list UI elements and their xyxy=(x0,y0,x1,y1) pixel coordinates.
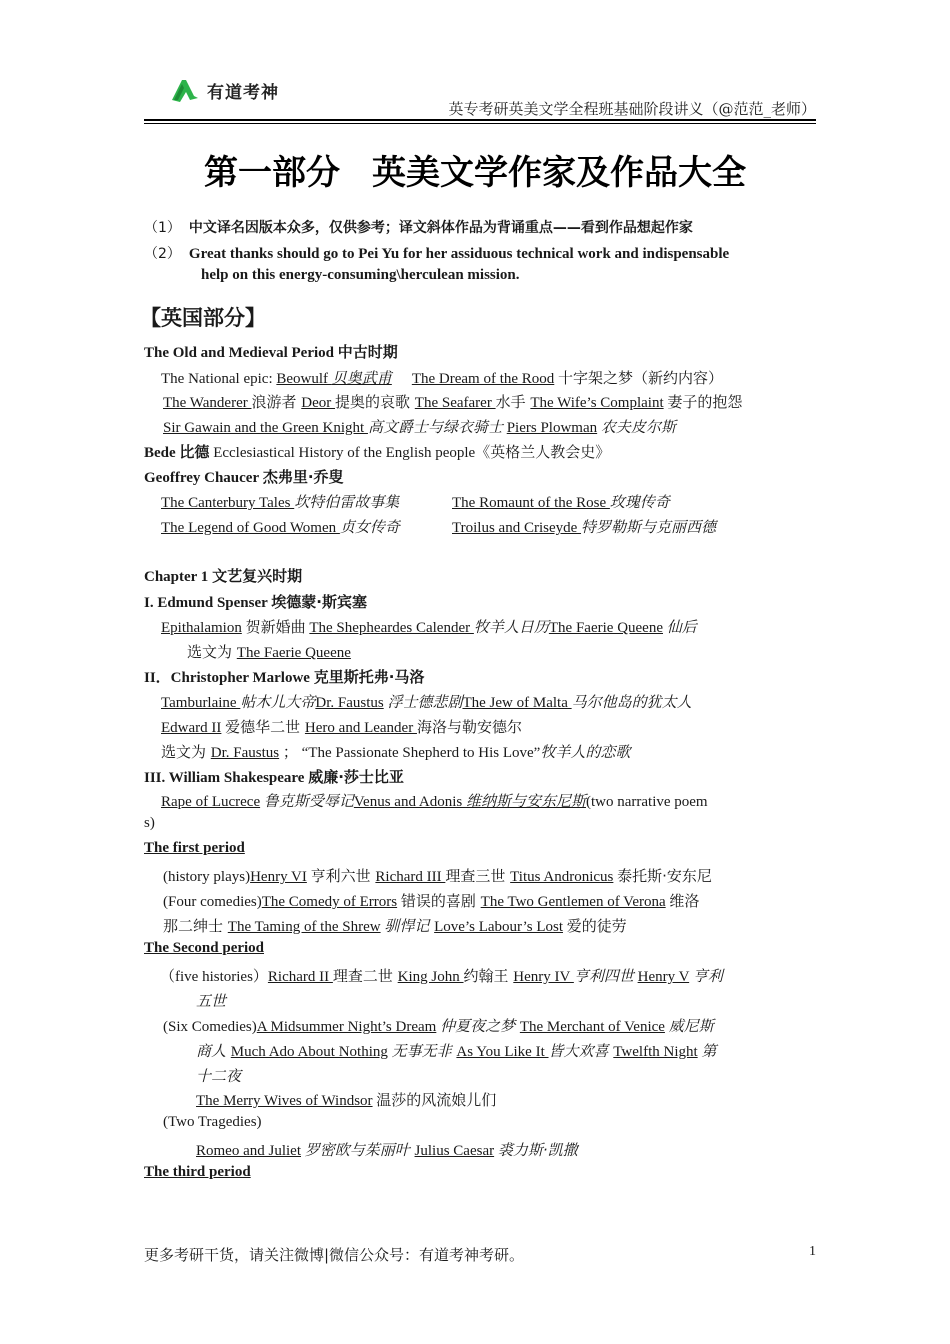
work-translation: 商人 xyxy=(196,1042,231,1060)
work-translation: 鲁克斯受辱记 xyxy=(263,792,354,810)
work-link[interactable]: Tamburlaine xyxy=(161,695,241,711)
work-link[interactable]: Rape of Lucrece xyxy=(161,794,261,810)
work-link[interactable]: The Two Gentlemen of Verona xyxy=(480,894,666,910)
entry-row xyxy=(161,741,630,762)
page-number: 1 xyxy=(809,1244,816,1259)
work-translation: 特罗勒斯与克丽西德 xyxy=(581,518,717,536)
work-translation: 贝奥武甫 xyxy=(331,369,392,387)
note-2 xyxy=(144,243,729,263)
work-translation: 妻子的抱怨 xyxy=(667,393,743,411)
label: (Four comedies) xyxy=(163,894,262,910)
work-translation: 理查二世 xyxy=(332,967,398,985)
page-header xyxy=(144,74,816,124)
entry-row-cont: s) xyxy=(144,815,155,831)
entry-row xyxy=(196,1089,496,1110)
work-link[interactable]: The Wanderer xyxy=(163,395,252,411)
work-translation: 维洛 xyxy=(669,892,700,910)
entry-row-cont: 五世 xyxy=(196,992,227,1010)
work-link[interactable]: Dr. Faustus xyxy=(210,745,280,761)
work-link[interactable]: Romeo and Juliet xyxy=(196,1143,301,1159)
work-translation: 裘力斯·凯撒 xyxy=(497,1141,578,1159)
note-2-cont: help on this energy-consuming\herculean mission. xyxy=(201,267,520,283)
work-link[interactable]: Love’s Labour’s Lost xyxy=(434,919,563,935)
work-translation: 驯悍记 xyxy=(384,917,435,935)
chapter-heading xyxy=(144,565,302,586)
note-text: 中文译名因版本众多，仅供参考；译文斜体作品为背诵重点——看到作品想起作家 xyxy=(188,220,693,236)
work-translation: 维纳斯与安东尼斯 xyxy=(465,792,586,810)
work-title: ； “The Passionate Shepherd to His Love” xyxy=(282,745,541,761)
title-part: 第一部分 xyxy=(204,153,340,193)
work-link[interactable]: Sir Gawain and the Green Knight xyxy=(163,420,368,436)
work-link[interactable]: Henry VI xyxy=(250,869,307,885)
entry-row xyxy=(163,416,676,437)
entry-row xyxy=(163,865,712,886)
work-link[interactable]: The Jew of Malta xyxy=(462,695,572,711)
work-link[interactable]: The Merry Wives of Windsor xyxy=(196,1093,373,1109)
logo xyxy=(168,76,279,104)
work-link[interactable]: Henry IV xyxy=(513,969,574,985)
work-title: Ecclesiastical History of the English people xyxy=(213,445,476,461)
work-translation: 罗密欧与茱丽叶 xyxy=(304,1141,415,1159)
work-translation: 错误的喜剧 xyxy=(400,892,481,910)
work-link[interactable]: Twelfth Night xyxy=(613,1044,698,1060)
work-translation: 牧羊人日历 xyxy=(473,618,549,636)
label: (history plays) xyxy=(163,869,251,885)
entry-row xyxy=(161,691,692,712)
entry-row xyxy=(452,491,670,512)
note: (two narrative poem xyxy=(585,794,708,810)
label: 选文为 xyxy=(187,643,237,661)
work-translation: 第 xyxy=(701,1042,717,1060)
work-link[interactable]: The Merchant of Venice xyxy=(519,1019,665,1035)
work-translation: 《英格兰人教会史》 xyxy=(475,443,611,461)
work-link[interactable]: The Canterbury Tales xyxy=(161,495,295,511)
work-link[interactable]: Much Ado About Nothing xyxy=(230,1044,388,1060)
heading-en: The Old and Medieval Period xyxy=(144,345,335,361)
entry-row xyxy=(196,1040,716,1061)
work-link[interactable]: The Legend of Good Women xyxy=(161,520,340,536)
work-translation: 帖木儿大帝 xyxy=(240,693,316,711)
work-translation: 浪游者 xyxy=(251,393,302,411)
entry-row xyxy=(161,616,697,637)
work-translation: 水手 xyxy=(495,393,531,411)
work-link[interactable]: Dr. Faustus xyxy=(315,695,384,711)
work-link[interactable]: Richard II xyxy=(267,969,333,985)
work-translation: 贺新婚曲 xyxy=(245,618,306,636)
author-marlowe xyxy=(144,666,424,687)
period-heading-medieval xyxy=(144,341,398,362)
work-link[interactable]: Richard III xyxy=(375,869,446,885)
author-name: II．Christopher Marlowe xyxy=(144,670,314,686)
work-link[interactable]: The Shepheardes Calender xyxy=(309,620,474,636)
label-two-tragedies: (Two Tragedies) xyxy=(163,1114,262,1130)
work-translation: 贞女传奇 xyxy=(339,518,400,536)
label: （five histories） xyxy=(160,969,268,985)
work-link[interactable]: Julius Caesar xyxy=(414,1143,495,1159)
label: The National epic: xyxy=(161,371,277,387)
work-link[interactable]: Troilus and Criseyde xyxy=(452,520,582,536)
author-name: I. Edmund Spenser xyxy=(144,595,272,611)
entry-row xyxy=(163,391,742,412)
work-translation: 仲夏夜之梦 xyxy=(440,1017,520,1035)
work-link[interactable]: As You Like It xyxy=(456,1044,549,1060)
work-translation: 无事无非 xyxy=(391,1042,457,1060)
work-link[interactable]: A Midsummer Night’s Dream xyxy=(256,1019,437,1035)
work-link[interactable]: The Faerie Queene xyxy=(236,645,351,661)
work-link[interactable]: Hero and Leander xyxy=(304,720,417,736)
work-translation: 理查三世 xyxy=(445,867,511,885)
work-translation: 亨利六世 xyxy=(310,867,376,885)
page-title xyxy=(0,145,950,194)
entry-row xyxy=(161,367,723,388)
label: 选文为 xyxy=(161,743,211,761)
work-link[interactable]: The Seafarer xyxy=(414,395,496,411)
logo-icon xyxy=(168,76,202,104)
work-link[interactable]: Titus Andronicus xyxy=(510,869,614,885)
work-translation: 浮士德悲剧 xyxy=(387,693,463,711)
work-link[interactable]: The Romaunt of the Rose xyxy=(452,495,610,511)
work-translation: 农夫皮尔斯 xyxy=(600,418,676,436)
note-number: （2） xyxy=(144,246,181,262)
entry-row xyxy=(187,641,351,662)
work-translation: 威尼斯 xyxy=(668,1017,714,1035)
work-link[interactable]: Piers Plowman xyxy=(506,420,598,436)
work-translation: 牧羊人的恋歌 xyxy=(540,743,631,761)
logo-text: 有道考神 xyxy=(207,82,279,103)
work-link[interactable]: Henry V xyxy=(637,969,690,985)
heading-en: Chapter 1 xyxy=(144,569,209,585)
work-link[interactable]: Edward II xyxy=(161,720,222,736)
author-name: Geoffrey Chaucer xyxy=(144,470,260,486)
note-number: （1） xyxy=(144,220,181,236)
entry-row xyxy=(196,1139,578,1160)
work-link[interactable]: Epithalamion xyxy=(161,620,242,636)
work-link[interactable]: The Comedy of Errors xyxy=(261,894,398,910)
work-translation: 爱的徒劳 xyxy=(566,917,627,935)
header-rule-thick xyxy=(144,119,816,121)
header-subtitle: 英专考研英美文学全程班基础阶段讲义（@范范_老师） xyxy=(448,100,816,118)
work-link[interactable]: King John xyxy=(397,969,464,985)
label: (Six Comedies) xyxy=(163,1019,257,1035)
section-heading-british: 【英国部分】 xyxy=(140,306,266,330)
entry-row xyxy=(161,491,399,512)
work-link[interactable]: The Taming of the Shrew xyxy=(227,919,381,935)
work-translation: 坎特伯雷故事集 xyxy=(294,493,400,511)
work-translation: 亨利 xyxy=(692,967,723,985)
heading-zh: 文艺复兴时期 xyxy=(212,567,303,585)
work-translation: 温莎的风流娘儿们 xyxy=(376,1091,497,1109)
entry-row xyxy=(161,716,522,737)
work-translation: 海洛与勒安德尔 xyxy=(416,718,522,736)
period-second: The Second period xyxy=(144,940,265,956)
entry-row xyxy=(161,790,708,811)
work-translation: 马尔他岛的犹太人 xyxy=(571,693,692,711)
note-1 xyxy=(144,217,693,237)
period-third: The third period xyxy=(144,1164,251,1180)
author-shakespeare xyxy=(144,766,404,787)
header-rule-thin xyxy=(144,123,816,124)
author-name: III. William Shakespeare xyxy=(144,770,309,786)
work-translation: 皆大欢喜 xyxy=(548,1042,614,1060)
entry-row xyxy=(160,965,723,986)
entry-row-cont: 十二夜 xyxy=(196,1067,242,1085)
entry-row xyxy=(452,516,716,537)
work-link[interactable]: Venus and Adonis xyxy=(353,794,466,810)
author-name-zh: 杰弗里·乔叟 xyxy=(262,468,344,486)
author-name-zh: 埃德蒙·斯宾塞 xyxy=(271,593,367,611)
work-translation: 玫瑰传奇 xyxy=(609,493,670,511)
author-bede xyxy=(144,441,610,462)
entry-row xyxy=(163,1015,714,1036)
title-main: 英美文学作家及作品大全 xyxy=(372,153,746,193)
entry-row xyxy=(161,516,400,537)
work-translation: 约翰王 xyxy=(463,967,514,985)
period-first: The first period xyxy=(144,840,245,856)
work-link[interactable]: Beowulf xyxy=(276,371,332,387)
work-link[interactable]: Deor xyxy=(301,395,336,411)
author-name-zh: 克里斯托弗·马洛 xyxy=(313,668,425,686)
work-translation: 高文爵士与绿衣骑士 xyxy=(367,418,503,436)
work-translation: 提奥的哀歌 xyxy=(335,393,415,411)
work-translation: 那二绅士 xyxy=(163,917,228,935)
work-translation: 亨利四世 xyxy=(573,967,634,985)
work-link[interactable]: The Wife’s Complaint xyxy=(530,395,664,411)
work-translation: 爱德华二世 xyxy=(225,718,305,736)
heading-zh: 中古时期 xyxy=(337,343,398,361)
author-name-zh: 比德 xyxy=(179,443,210,461)
work-link[interactable]: The Dream of the Rood xyxy=(411,371,555,387)
author-name: Bede xyxy=(144,445,176,461)
author-spenser xyxy=(144,591,367,612)
footer-text: 更多考研干货，请关注微博|微信公众号：有道考神考研。 xyxy=(144,1246,525,1264)
entry-row xyxy=(163,915,627,936)
work-link[interactable]: The Faerie Queene xyxy=(548,620,663,636)
entry-row xyxy=(163,890,699,911)
work-translation: 十字架之梦（新约内容） xyxy=(558,369,724,387)
work-translation: 仙后 xyxy=(666,618,697,636)
author-name-zh: 威廉·莎士比亚 xyxy=(308,768,404,786)
author-chaucer xyxy=(144,466,344,487)
work-translation: 泰托斯·安东尼 xyxy=(617,867,712,885)
note-text: Great thanks should go to Pei Yu for her assiduous technical work and indispensable xyxy=(188,246,730,262)
